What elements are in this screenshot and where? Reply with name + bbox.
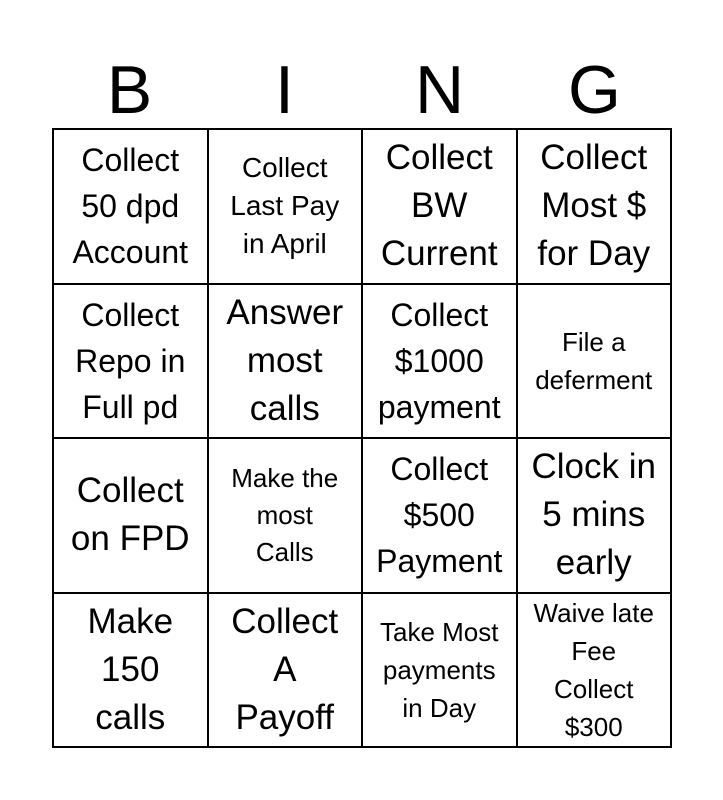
bingo-cell-text: Collect Last Pay in April <box>230 152 340 260</box>
bingo-cell[interactable] <box>363 130 518 285</box>
bingo-cell[interactable] <box>209 594 364 749</box>
bingo-cell-text: Waive late Fee Collect $300 <box>533 597 654 742</box>
bingo-cell-text: Make the most Calls <box>231 462 339 567</box>
bingo-cell-text: Make 150 calls <box>87 601 174 737</box>
header-letter-n: N <box>414 52 465 128</box>
header-letter-i: I <box>275 52 294 128</box>
bingo-cell-text: Collect BW Current <box>380 138 498 274</box>
bingo-header <box>52 52 672 128</box>
bingo-cell-text: Take Most payments in Day <box>380 616 499 723</box>
bingo-cell[interactable] <box>363 285 518 440</box>
header-letter-g: G <box>568 52 621 128</box>
bingo-cell[interactable] <box>363 594 518 749</box>
bingo-cell[interactable] <box>363 439 518 594</box>
bingo-cell-text: Collect Repo in Full pd <box>75 296 186 425</box>
bingo-cell-text: File a deferment <box>535 326 653 395</box>
bingo-cell-text: Collect A Payoff <box>231 601 339 737</box>
bingo-cell[interactable] <box>518 439 673 594</box>
bingo-cell-text: Collect $500 Payment <box>376 451 503 580</box>
bingo-cell[interactable] <box>54 439 209 594</box>
bingo-grid <box>52 128 672 748</box>
bingo-cell[interactable] <box>209 285 364 440</box>
bingo-cell-text: Collect on FPD <box>70 471 190 559</box>
bingo-cell[interactable] <box>209 439 364 594</box>
bingo-cell[interactable] <box>54 130 209 285</box>
bingo-cell[interactable] <box>54 594 209 749</box>
bingo-cell-text: Answer most calls <box>226 292 344 428</box>
bingo-cell[interactable] <box>518 594 673 749</box>
bingo-cell[interactable] <box>54 285 209 440</box>
bingo-cell[interactable] <box>518 285 673 440</box>
bingo-cell[interactable] <box>518 130 673 285</box>
bingo-cell-text: Collect 50 dpd Account <box>72 142 189 271</box>
bingo-cell-text: Collect $1000 payment <box>377 296 501 425</box>
bingo-cell-text: Clock in 5 mins early <box>531 447 656 583</box>
bingo-cell[interactable] <box>209 130 364 285</box>
bingo-cell-text: Collect Most $ for Day <box>537 138 651 274</box>
header-letter-b: B <box>106 52 153 128</box>
